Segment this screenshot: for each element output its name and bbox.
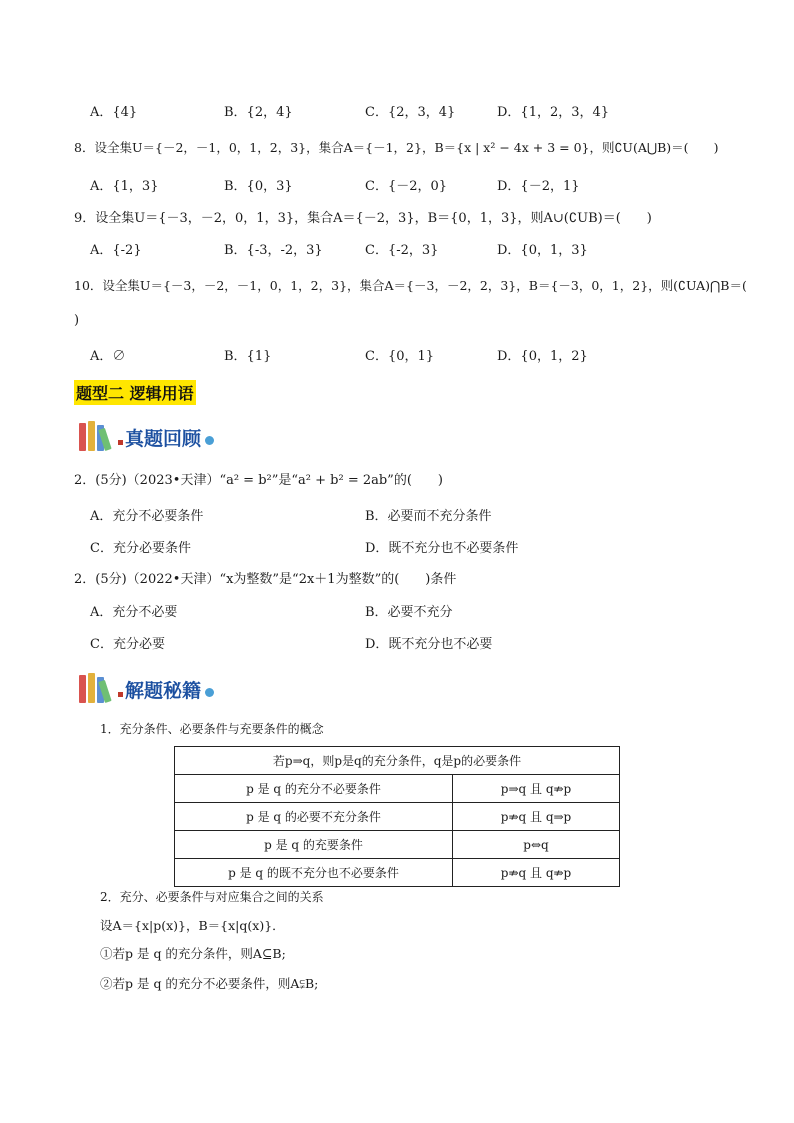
zhenti-q1-option-a: A．充分不必要条件 <box>90 509 204 524</box>
table-header-cell: 若p⇒q，则p是q的充分条件，q是p的必要条件 <box>175 747 620 775</box>
table-row <box>175 859 620 887</box>
jieti-header <box>78 672 214 706</box>
zhenti-q2-stem: 2．(5分)（2022•天津）“x为整数”是“2x＋1为整数”的( )条件 <box>74 572 457 587</box>
zhenti-q2-option-b: B．必要不充分 <box>365 605 453 620</box>
table-cell-label: p 是 q 的既不充分也不必要条件 <box>175 859 453 887</box>
q8-option-b: B．{0，3} <box>224 179 293 194</box>
q8-option-d: D．{－2，1} <box>497 179 580 194</box>
q7-option-c: C．{2，3，4} <box>365 105 456 120</box>
q9-stem: 9．设全集U＝{－3，－2，0，1，3}，集合A＝{－2，3}，B＝{0，1，3}，则A∪(∁UB)＝( ) <box>74 211 652 226</box>
zhenti-title: 真题回顾 <box>125 427 202 450</box>
section-title: 题型二 逻辑用语 <box>74 380 196 405</box>
q10-option-d: D．{0，1，2} <box>497 349 588 364</box>
books-icon <box>78 673 116 705</box>
books-icon <box>78 421 116 453</box>
jieti-title: 解题秘籍 <box>125 679 202 702</box>
zhenti-q1-option-b: B．必要而不充分条件 <box>365 509 492 524</box>
set-definition: 设A＝{x|p(x)}，B＝{x|q(x)}． <box>100 918 285 933</box>
q8-stem: 8．设全集U＝{－2，－1，0，1，2，3}，集合A＝{－1，2}，B＝{x | x² − 4x + 3 = 0}，则∁U(A⋃B)＝( ) <box>74 140 719 155</box>
jieti-paragraph-2: 2．充分、必要条件与对应集合之间的关系 <box>100 890 324 904</box>
relation-item-1: ①若p 是 q 的充分条件，则A⊆B; <box>100 946 286 961</box>
relation-item-2: ②若p 是 q 的充分不必要条件，则A⫋B; <box>100 976 319 991</box>
table-cell-label: p 是 q 的充要条件 <box>175 831 453 859</box>
table-cell-label: p 是 q 的充分不必要条件 <box>175 775 453 803</box>
square-bullet-icon <box>118 692 123 697</box>
q10-stem-end: ) <box>74 313 80 328</box>
table-header-row <box>175 747 620 775</box>
circle-bullet-icon <box>205 436 214 445</box>
q10-stem: 10．设全集U＝{－3，－2，－1，0，1，2，3}，集合A＝{－3，－2，2，3}，B＝{－3，0，1，2}，则(∁UA)⋂B＝( <box>74 278 747 293</box>
q7-option-d: D．{1，2，3，4} <box>497 105 610 120</box>
q10-option-b: B．{1} <box>224 349 272 364</box>
table-cell-condition: p⇏q 且 q⇏p <box>453 859 620 887</box>
zhenti-q1-option-d: D．既不充分也不必要条件 <box>365 541 519 556</box>
zhenti-q1-stem: 2．(5分)（2023•天津）“a² = b²”是“a² + b² = 2ab”的( ) <box>74 473 443 488</box>
q8-option-a: A．{1，3} <box>90 179 159 194</box>
zhenti-header <box>78 420 214 454</box>
zhenti-q2-option-c: C．充分必要 <box>90 637 165 652</box>
jieti-paragraph-1: 1．充分条件、必要条件与充要条件的概念 <box>100 722 324 736</box>
q9-option-a: A．{-2} <box>90 243 142 258</box>
table-cell-label: p 是 q 的必要不充分条件 <box>175 803 453 831</box>
q8-option-c: C．{－2，0} <box>365 179 448 194</box>
zhenti-q1-option-c: C．充分必要条件 <box>90 541 191 556</box>
table-cell-condition: p⇒q 且 q⇏p <box>453 775 620 803</box>
table-cell-condition: p⇔q <box>453 831 620 859</box>
table-row <box>175 831 620 859</box>
q7-option-b: B．{2，4} <box>224 105 293 120</box>
q9-option-d: D．{0，1，3} <box>497 243 588 258</box>
table-cell-condition: p⇏q 且 q⇒p <box>453 803 620 831</box>
table-row <box>175 803 620 831</box>
condition-table <box>174 746 620 887</box>
q10-option-a: A．∅ <box>90 349 126 364</box>
circle-bullet-icon <box>205 688 214 697</box>
zhenti-q2-option-a: A．充分不必要 <box>90 605 178 620</box>
q7-option-a: A．{4} <box>90 105 138 120</box>
q10-option-c: C．{0，1} <box>365 349 435 364</box>
zhenti-q2-option-d: D．既不充分也不必要 <box>365 637 493 652</box>
q9-option-b: B．{-3，-2，3} <box>224 243 323 258</box>
square-bullet-icon <box>118 440 123 445</box>
q9-option-c: C．{-2，3} <box>365 243 439 258</box>
table-row <box>175 775 620 803</box>
